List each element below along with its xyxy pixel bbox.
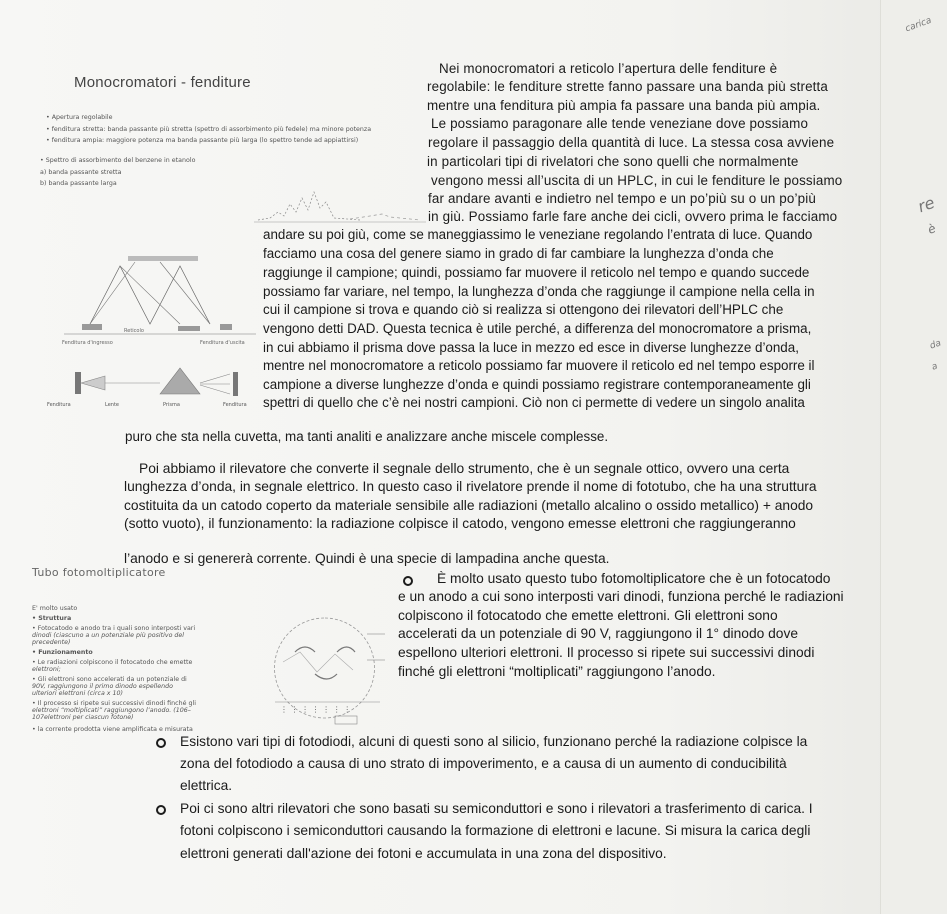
benzene-spectrum-figure: [250, 162, 430, 234]
tube-envelope: [275, 618, 375, 718]
pmt-line: accelerati da un potenziale di 90 V, raggiungono il 1° dinodo dove: [398, 626, 799, 641]
prism: [160, 368, 200, 394]
slide2-line: precedente): [32, 639, 71, 646]
paragraph-line: spettri di quello che c’è nei nostri campioni. Ciò non ci permette di vedere un singolo analita: [263, 395, 805, 410]
electron-path: [283, 652, 353, 672]
bullet-circle-icon: [403, 576, 413, 586]
paragraph-line: mentre nel monocromatore a reticolo possiamo far muovere il reticolo ed nel tempo esporre il: [263, 358, 815, 373]
slide2-line: E' molto usato: [32, 605, 78, 612]
slide2-line: ulteriori elettroni (circa x 10): [32, 690, 124, 697]
svg-text:Fenditura d'uscita: Fenditura d'uscita: [200, 340, 245, 346]
pmt-line: È molto usato questo tubo fotomoltiplicatore che è un fotocatodo: [437, 571, 831, 586]
grating: [128, 256, 198, 261]
paragraph-line: Le possiamo paragonare alle tende veneziane dove possiamo: [431, 116, 809, 131]
margin-note: è: [925, 221, 938, 237]
paragraph-line: regolabile: le fenditure strette fanno passare una banda più stretta: [427, 79, 829, 94]
slide2-line: dinodi (ciascuno a un potenziale più positivo del: [32, 632, 185, 639]
fotodiodi-line: Esistono vari tipi di fotodiodi, alcuni di questi sono al silicio, funzionano perché la radiazione colpisce la: [180, 734, 808, 749]
paragraph-line: puro che sta nella cuvetta, ma tanti analiti e analizzare anche miscele complesse.: [125, 429, 609, 444]
slide2-line: • Le radiazioni colpiscono il fotocatodo che emette: [32, 659, 193, 666]
exit-slit: [220, 324, 232, 330]
paragraph-line: vengono messi all’uscita di un HPLC, in cui le fenditure le possiamo: [431, 173, 843, 188]
svg-text:Lente: Lente: [105, 402, 119, 408]
output-box: [335, 716, 357, 724]
pmt-line: colpiscono il fotocatodo che emette elettroni. Gli elettroni sono: [398, 608, 778, 623]
slide2-line: elettroni “moltiplicati” raggiungono l’anodo. (106–: [32, 707, 191, 714]
ray-paths-secondary: [90, 262, 210, 324]
svg-text:Fenditura: Fenditura: [47, 402, 71, 408]
paragraph-line: Nei monocromatori a reticolo l’apertura delle fenditure è: [439, 61, 778, 76]
paragraph-line: vengono detti DAD. Questa tecnica è utile perché, a differenza del monocromatore a prisma,: [263, 321, 812, 336]
paragraph-line: possiamo far variare, nel tempo, la lunghezza d’onda che raggiunge il campione nella cella in: [263, 284, 815, 299]
spectrum-label: b) banda passante larga: [40, 180, 117, 187]
paragraph-line: costituita da un catodo coperto da materiale sensibile alle radiazioni (metallo alcalino o ossido metallico) + anodo: [124, 498, 814, 513]
semiconduttori-line: elettroni generati dall'azione dei fotoni e accumulata in una zona del dispositivo.: [180, 846, 667, 861]
svg-text:Reticolo: Reticolo: [124, 328, 144, 334]
slide2-line: • Struttura: [32, 615, 72, 622]
slide2-title: Tubo fotomoltiplicatore: [32, 566, 166, 579]
adjacent-page-edge: [880, 0, 947, 914]
paragraph-line: in giù. Possiamo farle fare anche dei cicli, ovvero prima le facciamo: [428, 209, 838, 224]
paragraph-line: raggiunge il campione; quindi, possiamo far muovere il reticolo nel tempo e quando succede: [263, 265, 810, 280]
semiconduttori-line: Poi ci sono altri rilevatori che sono basati su semiconduttori e sono i rilevatori a trasferimento di carica. I: [180, 801, 813, 816]
svg-text:⋮ ⋮ ⋮ ⋮ ⋮ ⋮ ⋮: ⋮ ⋮ ⋮ ⋮ ⋮ ⋮ ⋮: [280, 705, 352, 714]
paragraph-line: facciamo una cosa del genere siamo in grado di far cambiare la lunghezza d’onda che: [263, 246, 774, 261]
margin-note: da: [928, 338, 943, 352]
slide2-line: 90V, raggiungono il primo dinodo espellendo: [32, 683, 173, 690]
slide-bullet: • fenditura stretta: banda passante più stretta (spettro di assorbimento più fedele) ma minore potenza: [46, 126, 372, 133]
bullet-circle-icon: [156, 805, 166, 815]
paragraph-line: (sotto vuoto), il funzionamento: la radiazione colpisce il catodo, vengono emesse elettroni che raggiungeranno: [124, 516, 796, 531]
paragraph-line: in particolari tipi di rivelatori che sono quelli che normalmente: [427, 154, 799, 169]
svg-text:Fenditura: Fenditura: [223, 402, 247, 408]
pmt-line: finché gli elettroni “moltiplicati” raggiungono l’anodo.: [398, 664, 716, 679]
exit-mirror: [178, 326, 200, 331]
slide2-line: 107elettroni per ciascun fotone): [32, 714, 134, 721]
fotodiodi-line: elettrica.: [180, 778, 233, 793]
entrance-slit: [82, 324, 102, 330]
margin-note: a: [930, 361, 940, 373]
slide2-line: • Gli elettroni sono accelerati da un potenziale di: [32, 676, 187, 683]
fotodiodi-line: zona del fotodiodo a causa di uno strato di impoverimento, e a causa di un aumento di conducibilità: [180, 756, 787, 771]
svg-text:Prisma: Prisma: [163, 402, 180, 408]
paragraph-line: regolare il passaggio della quantità di luce. La stessa cosa avviene: [428, 135, 835, 150]
slide2-line: • la corrente prodotta viene amplificata e misurata: [32, 726, 193, 733]
spectrum-trace-wide: [350, 214, 420, 220]
paragraph-line: lunghezza d’onda, in segnale elettrico. In questo caso il rivelatore prende il nome di fototubo, che ha una struttura: [124, 479, 817, 494]
pmt-line: e un anodo a cui sono interposti vari dinodi, funziona perché le radiazioni: [398, 589, 844, 604]
pmt-line: espellono ulteriori elettroni. Il processo si ripete sui successivi dinodi: [398, 645, 815, 660]
slide-bullet: • fenditura ampia: maggiore potenza ma banda passante più larga (lo spettro tende ad appiattirsi): [46, 137, 359, 144]
lens: [81, 376, 105, 390]
slide2-line: • Funzionamento: [32, 649, 93, 656]
margin-note: carica: [904, 15, 934, 35]
dispersed-beams: [200, 374, 230, 394]
paragraph-line: far andare avanti e indietro nel tempo e un po’più su o un po’più: [428, 191, 816, 206]
spectrum-label: a) banda passante stretta: [40, 169, 122, 176]
slide2-line: • Il processo si ripete sui successivi dinodi finché gli: [32, 700, 196, 707]
prism-monochromator-diagram: [45, 366, 265, 411]
exit-slit: [233, 372, 238, 396]
photomultiplier-tube-diagram: [255, 612, 395, 730]
paragraph-line: in cui abbiamo il prisma dove passa la luce in mezzo ed esce in diverse lunghezze d’onda,: [263, 340, 799, 355]
slide2-line: • Fotocatodo e anodo tra i quali sono interposti vari: [32, 625, 196, 632]
svg-text:Fenditura d'ingresso: Fenditura d'ingresso: [62, 340, 113, 346]
paragraph-line: andare su poi giù, come se maneggiassimo le veneziane regolando l’entrata di luce. Quando: [263, 227, 813, 242]
slide2-line: elettroni;: [32, 666, 61, 673]
bullet-circle-icon: [156, 738, 166, 748]
margin-note: re: [915, 192, 938, 217]
slide-title: Monocromatori - fenditure: [74, 74, 251, 91]
paragraph-line: Poi abbiamo il rilevatore che converte il segnale dello strumento, che è un segnale ottico, ovvero una certa: [139, 461, 790, 476]
slide-bullet: • Spettro di assorbimento del benzene in etanolo: [40, 157, 196, 164]
slide-bullet: • Apertura regolabile: [46, 114, 113, 121]
dynodes: [295, 647, 355, 679]
paragraph-line: campione a diverse lunghezze d’onda e quindi possiamo registrare contemporaneamente gli: [263, 377, 811, 392]
paragraph-line: l’anodo e si genererà corrente. Quindi è una specie di lampadina anche questa.: [124, 551, 610, 566]
semiconduttori-line: fotoni colpiscono i semiconduttori causando la formazione di elettroni e lacune. Si misura la carica degli: [180, 823, 811, 838]
grating-monochromator-diagram: [60, 252, 260, 347]
paragraph-line: mentre una fenditura più ampia fa passare una banda più ampia.: [427, 98, 821, 113]
paragraph-line: cui il campione si trova e quando ciò si realizza si ottengono dei rilevatori dell’HPLC che: [263, 302, 784, 317]
spectrum-trace-narrow: [258, 192, 360, 220]
